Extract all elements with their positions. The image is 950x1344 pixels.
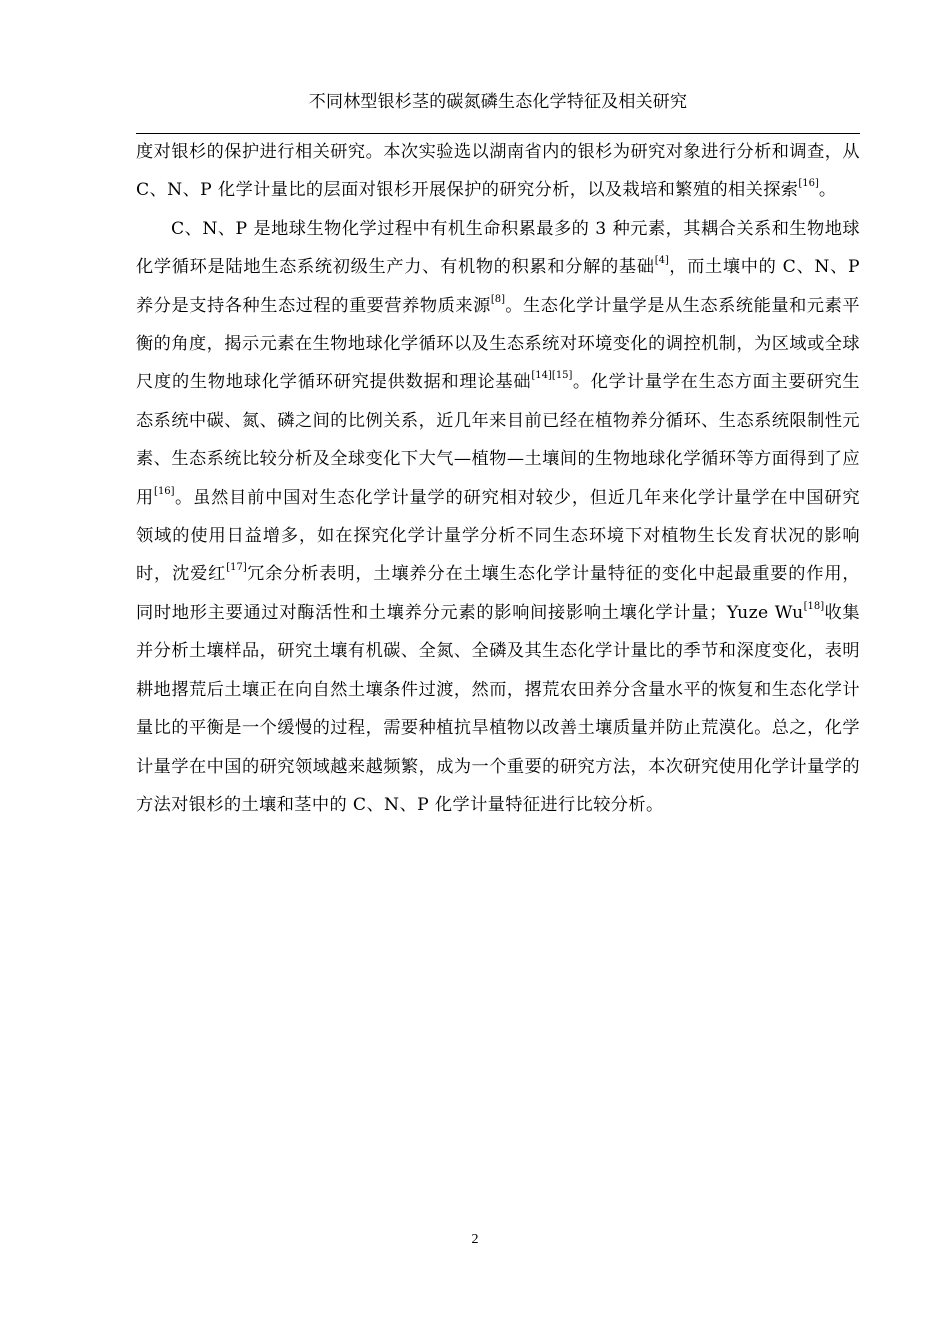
text-run: ，而土壤中的 C、N、P 养分是支持各种生态过程的重要营养物质来源 bbox=[136, 257, 860, 316]
text-run: 收集并分析土壤样品，研究土壤有机碳、全氮、全磷及其生态化学计量比的季节和深度变化，表明耕地撂荒后土壤正在向自然土壤条件过渡，然而，撂荒农田养分含量水平的恢复和生态化学计量比的平衡是一个缓慢的过程，需要种植抗旱植物以改善土壤质量并防止荒漠化。总之，化学计量学在中国的研究领域越来越频繁，成为一个重要的研究方法，本次研究使用化学计量学的方法对银杉的土壤和茎中的 C、N、P 化学计量特征进行比较分析。 bbox=[136, 602, 860, 815]
text-run: 。生态化学计量学是从生态系统能量和元素平衡的角度，揭示元素在生物地球化学循环以及生态系统对环境变化的调控机制，为区域或全球尺度的生物地球化学循环研究提供数据和理论基础 bbox=[136, 295, 860, 393]
text-run: 冗余分析表明，土壤养分在土壤生态化学计量特征的变化中起最重要的作用，同时地形主要通过对酶活性和土壤养分元素的影响间接影响土壤化学计量；Yuze Wu bbox=[136, 564, 860, 623]
running-header: 不同林型银杉茎的碳氮磷生态化学特征及相关研究 bbox=[308, 92, 688, 112]
page-number: 2 bbox=[471, 1232, 479, 1247]
citation-ref: [16] bbox=[798, 178, 819, 190]
citation-ref: [16] bbox=[154, 485, 175, 497]
citation-ref: [8] bbox=[490, 293, 506, 305]
paragraph-2 bbox=[136, 210, 860, 825]
body-text bbox=[136, 133, 860, 824]
citation-ref: [18] bbox=[803, 600, 825, 612]
citation-ref: [15] bbox=[551, 370, 573, 382]
citation-ref: [4] bbox=[654, 255, 669, 267]
citation-ref: [14] bbox=[531, 370, 552, 382]
text-run: 。 bbox=[818, 180, 837, 201]
text-run: C、N、P 是地球生物化学过程中有机生命积累最多的 3 种元素，其耦合关系和生物地球化学循环是陆地生态系统初级生产力、有机物的积累和分解的基础 bbox=[136, 218, 860, 278]
citation-ref: [17] bbox=[226, 562, 247, 574]
text-run: 。化学计量学在生态方面主要研究生态系统中碳、氮、磷之间的比例关系，近几年来目前已经在植物养分循环、生态系统限制性元素、生态系统比较分析及全球变化下大气—植物—土壤间的生物地球化学循环等方面得到了应用 bbox=[136, 372, 860, 508]
text-run: 。虽然目前中国对生态化学计量学的研究相对较少，但近几年来化学计量学在中国研究领域的使用日益增多，如在探究化学计量学分析不同生态环境下对植物生长发育状况的影响时，沈爱红 bbox=[136, 487, 860, 585]
paragraph-1 bbox=[136, 133, 860, 210]
text-run: 度对银杉的保护进行相关研究。本次实验选以湖南省内的银杉为研究对象进行分析和调查，从 C、N、P 化学计量比的层面对银杉开展保护的研究分析，以及栽培和繁殖的相关探索 bbox=[136, 142, 860, 201]
